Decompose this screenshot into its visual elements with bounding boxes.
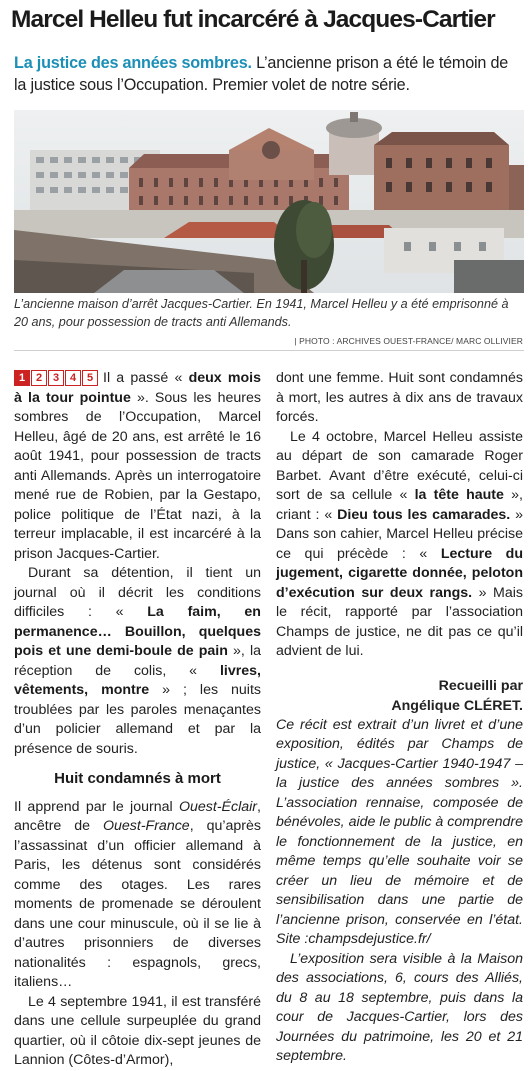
p6-text-e: » Dans son cahier, Marcel Helleu précise ce qui précède : «: [276, 506, 523, 562]
p6-text-g: » Mais le récit, rapporté par l’association Champs de justice, ne dit pas ce qu’il advient de lui.: [276, 584, 523, 659]
paragraph-4: Le 4 septembre 1941, il est transféré dans une cellule surpeuplée du grand quartier, où il côtoie dix-sept jeunes de Lannion (Côtes-d’Armor),: [14, 993, 261, 1068]
p6-quote-1: la tête haute: [414, 487, 504, 503]
p6-quote-2: Dieu tous les camarades.: [337, 506, 511, 523]
paragraph-5: dont une femme. Huit sont condamnés à mort, les autres à dix ans de travaux forcés.: [276, 370, 523, 425]
standfirst-text: L’ancienne prison a été le témoin de la justice sous l’Occupation. Premier volet de notre série.: [14, 54, 509, 94]
p6-text-a: Le 4 octobre, Marcel Helleu assiste au départ de son camarade Roger Barbet. Avant d’être exécuté, celui-ci sort de sa cellule «: [276, 428, 523, 503]
byline-label: Recueilli par: [438, 677, 523, 694]
pager-item-1: 1: [14, 370, 30, 386]
p1-text-a: Il a passé «: [103, 370, 189, 386]
pager-item-2: 2: [31, 370, 47, 386]
byline-author: Angélique CLÉRET.: [391, 697, 523, 714]
p3-journal-2: Ouest-France: [102, 818, 190, 834]
headline: Marcel Helleu fut incarcéré à Jacques-Cartier: [11, 6, 495, 33]
paragraph-2: [14, 564, 261, 759]
p1-text-c: ». Sous les heures sombres de l’Occupation, Marcel Helleu, âgé de 20 ans, est arrêté le 16 août 1941, pour possession de tracts anti Allemands. Après un interrogatoire mené rue de Robien, par la Gestapo, police politique de l’État nazi, à la terreur implacable, il est incarcéré à la prison Jacques-Cartier.: [14, 389, 261, 562]
p3-text-c: , ancêtre de: [14, 798, 261, 834]
p2-text-e: » ; les nuits troublées par les paroles menaçantes d’un policier allemand et par la présence de souris.: [14, 682, 261, 757]
byline: [276, 676, 523, 716]
intertitle: Huit condamnés à mort: [54, 770, 221, 787]
prison-photo-illustration: [14, 110, 524, 293]
p3-journal-1: Ouest-Éclair: [178, 798, 258, 815]
p2-text-a: Durant sa détention, il tient un journal où il décrit les conditions difficiles : «: [14, 565, 261, 620]
photo-credit: | PHOTO : ARCHIVES OUEST-FRANCE/ MARC OLLIVIER: [294, 336, 523, 346]
paragraph-8: L’exposition sera visible à la Maison des associations, 6, cours des Alliés, du 8 au 18 septembre, puis dans la cour de Jacques-Cartier, lors des Journées du patrimoine, les 20 et 21 septembre.: [276, 950, 523, 1064]
p2-text-c: », la réception de colis, «: [14, 643, 261, 679]
caption-divider: [14, 350, 524, 351]
photo-caption: L’ancienne maison d’arrêt Jacques-Cartier. En 1941, Marcel Helleu y a été emprisonné à 20 ans, pour possession de tracts anti Allemands.: [14, 297, 509, 329]
paragraph-1: [14, 369, 261, 564]
pager-item-5: 5: [82, 370, 98, 386]
prison-photo: [14, 110, 524, 293]
article-column-1: [14, 369, 261, 1071]
pager-item-3: 3: [48, 370, 64, 386]
p2-quote-2: livres, vêtements, montre: [14, 662, 261, 698]
pager-item-4: 4: [65, 370, 81, 386]
article-column-2: [276, 369, 523, 1067]
p3-text-a: Il apprend par le journal: [14, 798, 179, 815]
p2-quote-1: La faim, en permanence… Bouillon, quelques pois et une demi-boule de pain: [14, 604, 261, 659]
series-pager: [14, 370, 99, 386]
standfirst-lead: La justice des années sombres.: [14, 54, 252, 72]
paragraph-3: [14, 798, 261, 993]
p6-text-c: », criant : «: [276, 487, 523, 523]
paragraph-7: Ce récit est extrait d’un livret et d’une exposition, édités par Champs de justice, « Jacques-Cartier 1940-1947 – la justice des années sombres ». L’association rennaise, composée de bénévoles, aide le public à comprendre le fonctionnement de la justice, en même temps qu’elle souhaite voir se créer un lieu de mémoire et de sensibilisation dans une partie de l’ancienne prison, conservée en l’état. Site :champsdejustice.fr/: [276, 716, 523, 947]
p3-text-e: , qu’après l’assassinat d’un officier allemand à Paris, les détenus sont considérés comme des otages. Les rares moments de promenade se déroulent dans une cour minuscule, où il se lie à d’autres prisonniers de diverses nationalités : espagnols, grecs, italiens…: [14, 818, 261, 990]
p6-quote-3: Lecture du jugement, cigarette donnée, peloton d’exécution sur deux rangs.: [276, 545, 523, 601]
standfirst: [14, 52, 524, 96]
paragraph-6: [276, 428, 523, 662]
p1-quote: deux mois à la tour pointue: [14, 370, 261, 406]
